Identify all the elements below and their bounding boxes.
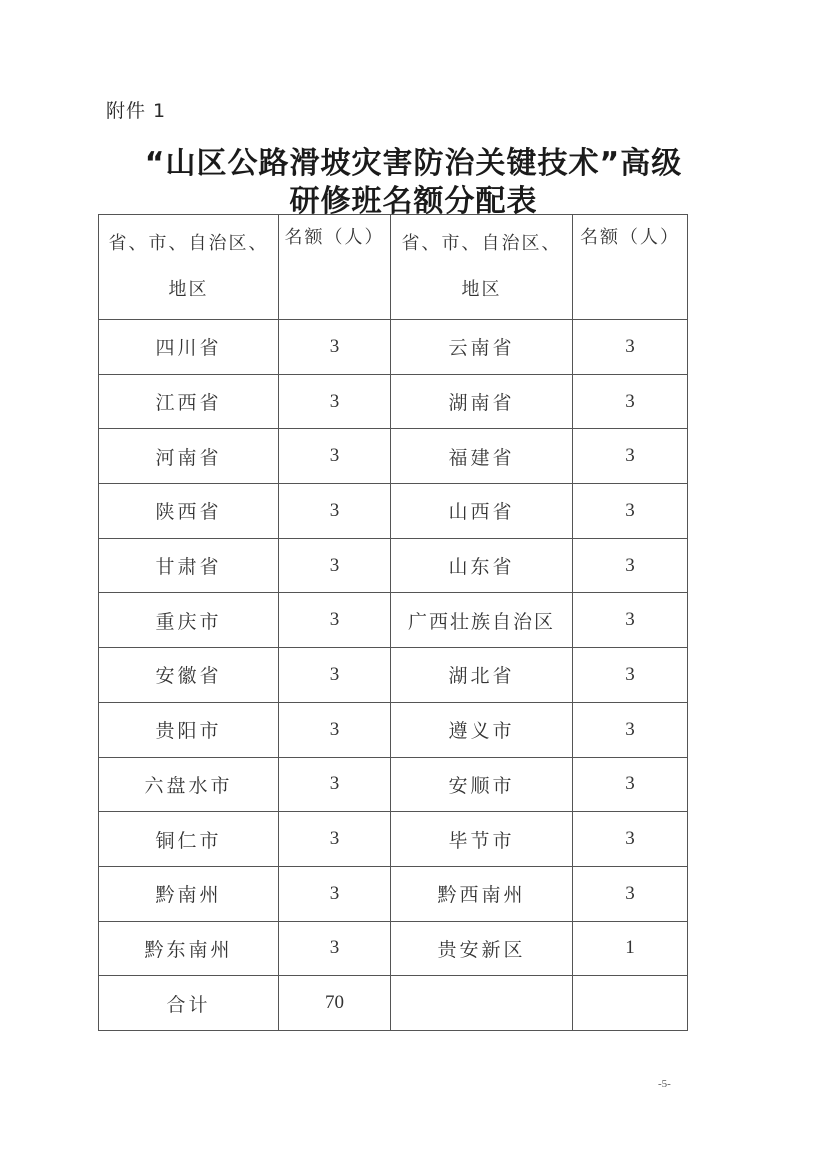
region-cell: 福建省 (391, 429, 573, 484)
quota-cell: 1 (573, 921, 688, 976)
region-cell: 遵义市 (391, 702, 573, 757)
table-row (99, 648, 688, 703)
region-cell: 山东省 (391, 538, 573, 593)
quota-cell: 3 (279, 484, 391, 539)
quota-cell: 3 (573, 593, 688, 648)
region-cell: 黔南州 (99, 866, 279, 921)
quota-cell: 3 (279, 812, 391, 867)
quota-cell: 3 (573, 648, 688, 703)
table-row (99, 757, 688, 812)
header-region-left: 省、市、自治区、 地区 (99, 215, 279, 320)
region-cell: 黔西南州 (391, 866, 573, 921)
table-row (99, 812, 688, 867)
region-cell: 铜仁市 (99, 812, 279, 867)
region-cell: 重庆市 (99, 593, 279, 648)
quota-cell: 3 (279, 866, 391, 921)
quota-cell: 3 (573, 757, 688, 812)
region-cell: 贵安新区 (391, 921, 573, 976)
quota-cell: 3 (573, 484, 688, 539)
total-value: 70 (279, 976, 391, 1031)
table-row (99, 702, 688, 757)
header-quota-right: 名额（人） (573, 215, 688, 320)
region-cell: 广西壮族自治区 (391, 593, 573, 648)
region-cell: 甘肃省 (99, 538, 279, 593)
region-cell: 安顺市 (391, 757, 573, 812)
quota-cell: 3 (279, 702, 391, 757)
quota-cell: 3 (279, 429, 391, 484)
region-cell: 山西省 (391, 484, 573, 539)
table-row (99, 484, 688, 539)
region-cell: 安徽省 (99, 648, 279, 703)
region-cell: 湖南省 (391, 374, 573, 429)
header-quota-left: 名额（人） (279, 215, 391, 320)
empty-cell (573, 976, 688, 1031)
quota-cell: 3 (279, 538, 391, 593)
table-row (99, 538, 688, 593)
table-row (99, 866, 688, 921)
attachment-label: 附件 1 (106, 100, 167, 122)
document-title-line-1: “山区公路滑坡灾害防治关键技术”高级 (144, 146, 683, 181)
region-cell: 江西省 (99, 374, 279, 429)
quota-cell: 3 (279, 648, 391, 703)
quota-cell: 3 (573, 374, 688, 429)
total-row (99, 976, 688, 1031)
quota-cell: 3 (573, 702, 688, 757)
table-row (99, 320, 688, 375)
total-label: 合计 (99, 976, 279, 1031)
quota-cell: 3 (573, 866, 688, 921)
table-row (99, 921, 688, 976)
quota-cell: 3 (279, 757, 391, 812)
region-cell: 贵阳市 (99, 702, 279, 757)
region-cell: 毕节市 (391, 812, 573, 867)
quota-cell: 3 (573, 429, 688, 484)
table-row (99, 374, 688, 429)
region-cell: 河南省 (99, 429, 279, 484)
page-number: -5- (658, 1078, 671, 1090)
region-cell: 陕西省 (99, 484, 279, 539)
quota-cell: 3 (573, 320, 688, 375)
quota-cell: 3 (279, 921, 391, 976)
region-cell: 六盘水市 (99, 757, 279, 812)
quota-cell: 3 (279, 320, 391, 375)
table-row (99, 429, 688, 484)
table-header-row (99, 215, 688, 320)
quota-cell: 3 (279, 374, 391, 429)
quota-cell: 3 (279, 593, 391, 648)
region-cell: 云南省 (391, 320, 573, 375)
quota-cell: 3 (573, 538, 688, 593)
region-cell: 四川省 (99, 320, 279, 375)
region-cell: 湖北省 (391, 648, 573, 703)
table-row (99, 593, 688, 648)
header-region-right: 省、市、自治区、 地区 (391, 215, 573, 320)
region-cell: 黔东南州 (99, 921, 279, 976)
document-title-line-2: 研修班名额分配表 (289, 184, 538, 219)
quota-table (98, 214, 688, 1031)
quota-cell: 3 (573, 812, 688, 867)
empty-cell (391, 976, 573, 1031)
